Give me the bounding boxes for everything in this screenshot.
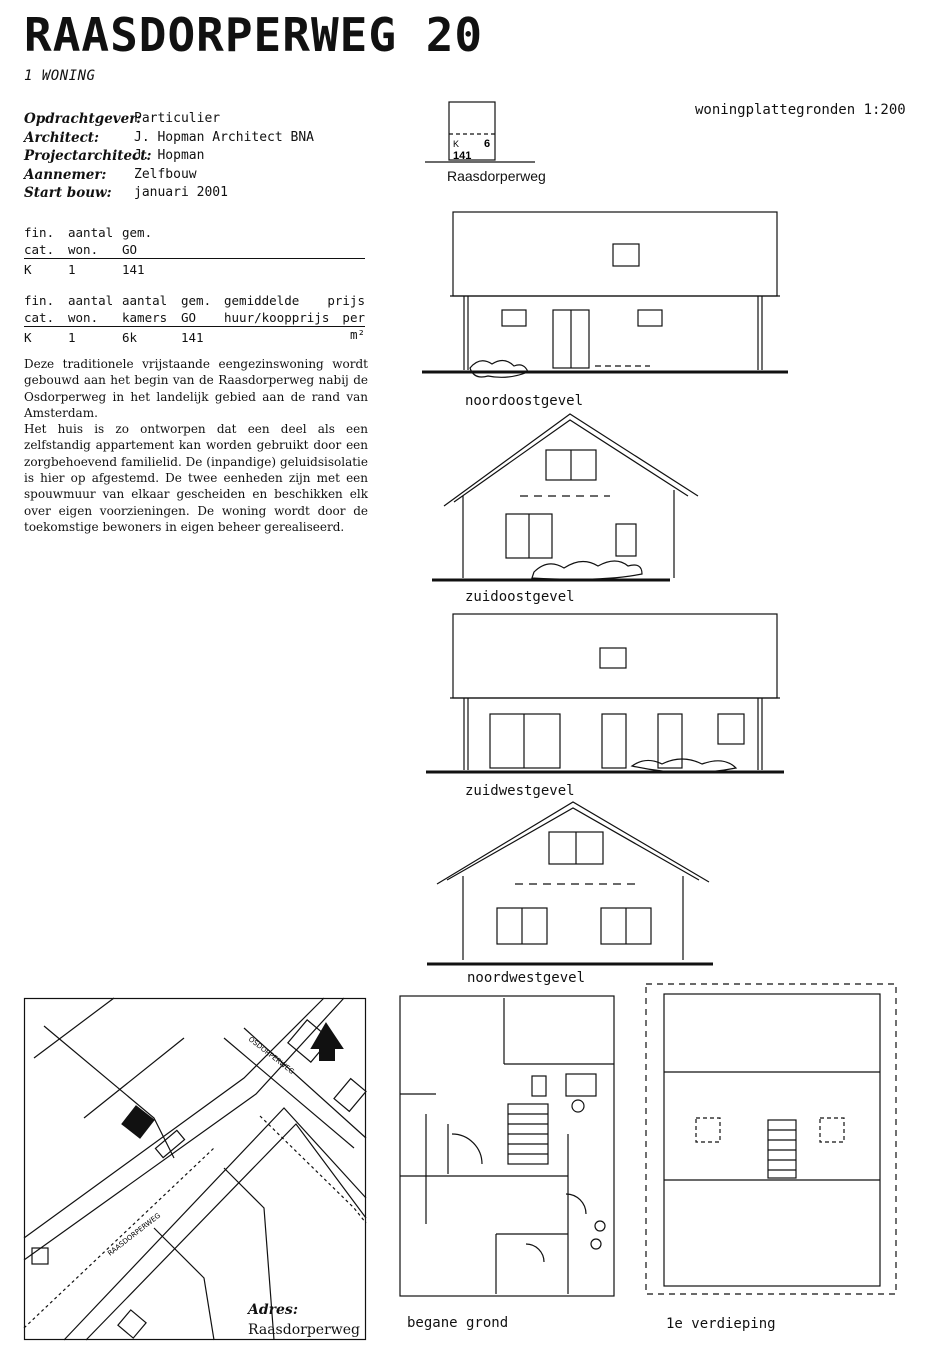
plan-1e-verdieping bbox=[640, 980, 902, 1310]
info-row bbox=[24, 184, 314, 203]
info-value: J. Hopman Architect BNA bbox=[134, 129, 315, 145]
elevation-label: zuidwestgevel bbox=[465, 783, 575, 799]
info-key: Projectarchitect: bbox=[24, 148, 152, 164]
map-road-label: RAASDORPERWEG bbox=[106, 1211, 163, 1258]
description-paragraph: Deze traditionele vrijstaande eengezinswoning wordt gebouwd aan het begin van de Raasdorperweg nabij de Osdorperweg in het landelijk gebied aan de rand van Amsterdam. bbox=[24, 357, 368, 420]
info-value: J. Hopman bbox=[134, 148, 205, 163]
divider bbox=[24, 326, 365, 327]
plan-label: 1e verdieping bbox=[666, 1316, 776, 1332]
table-summary bbox=[24, 224, 365, 278]
info-value: Particulier bbox=[134, 111, 221, 126]
col-header: aantal won. bbox=[68, 225, 114, 257]
elevation-noordwest bbox=[425, 800, 715, 970]
table-cell: K bbox=[24, 262, 32, 277]
elevation-zuidoost bbox=[430, 410, 700, 585]
description bbox=[24, 356, 368, 535]
page-subtitle: 1 WONING bbox=[24, 68, 96, 84]
info-row bbox=[24, 129, 314, 148]
table-cell: 1 bbox=[68, 330, 76, 345]
info-key: Opdrachtgever: bbox=[24, 111, 142, 127]
elevation-noordoost bbox=[420, 208, 790, 388]
scale-note: woningplattegronden 1:200 bbox=[695, 102, 906, 118]
plan-label: begane grond bbox=[407, 1315, 509, 1331]
project-info bbox=[24, 110, 314, 203]
info-row bbox=[24, 166, 314, 185]
table-prices bbox=[24, 292, 365, 348]
col-header: aantal kamers bbox=[122, 293, 168, 325]
info-row bbox=[24, 147, 314, 166]
map-road-label: OSDORPERWEG bbox=[246, 1035, 296, 1076]
col-header: fin. cat. bbox=[24, 225, 55, 257]
divider bbox=[24, 258, 365, 259]
info-key: Architect: bbox=[24, 129, 100, 146]
col-header: gem. GO bbox=[181, 293, 212, 325]
col-header: gem. GO bbox=[122, 225, 153, 257]
table-cell: 6k bbox=[122, 330, 138, 345]
info-key: Start bouw: bbox=[24, 185, 112, 201]
table-cell: 141 bbox=[181, 330, 204, 345]
info-key: Aannemer: bbox=[24, 166, 107, 183]
table-cell: 141 bbox=[122, 262, 145, 277]
col-header: gemiddelde huur/koopprijs bbox=[224, 293, 330, 325]
col-header: fin. cat. bbox=[24, 293, 55, 325]
description-paragraph: Het huis is zo ontworpen dat een deel als een zelfstandig appartement kan worden gebruikt door een zorgbehoevend familielid. De (inpandige) geluidsisolatie is hier op afgestemd. De twee eenheden zijn met een spouwmuur van elkaar gescheiden en beschikken elk over eigen voorzieningen. De woning wordt door de toekomstige bewoners in eigen beheer gerealiseerd. bbox=[24, 422, 368, 534]
elevation-zuidwest bbox=[420, 610, 790, 785]
key-count: 6 bbox=[484, 138, 491, 150]
plan-begane-grond bbox=[396, 994, 618, 1300]
info-value: Zelfbouw bbox=[134, 166, 197, 182]
key-cat: K bbox=[453, 139, 460, 149]
key-area: 141 bbox=[453, 150, 472, 162]
address-value: Raasdorperweg bbox=[248, 1322, 360, 1338]
info-value: januari 2001 bbox=[134, 185, 228, 200]
table-cell: 1 bbox=[68, 262, 76, 277]
info-row bbox=[24, 110, 314, 129]
elevation-label: zuidoostgevel bbox=[465, 589, 575, 605]
page-title: RAASDORPERWEG 20 bbox=[24, 8, 484, 62]
key-plan bbox=[425, 100, 535, 170]
elevation-label: noordwestgevel bbox=[467, 970, 586, 986]
table-cell: K bbox=[24, 330, 32, 345]
site-map bbox=[24, 998, 366, 1340]
key-street: Raasdorperweg bbox=[447, 168, 546, 184]
address-label: Adres: bbox=[248, 1302, 298, 1318]
col-header: prijs per m² bbox=[327, 293, 365, 342]
col-header: aantal won. bbox=[68, 293, 114, 325]
elevation-label: noordoostgevel bbox=[465, 393, 584, 409]
